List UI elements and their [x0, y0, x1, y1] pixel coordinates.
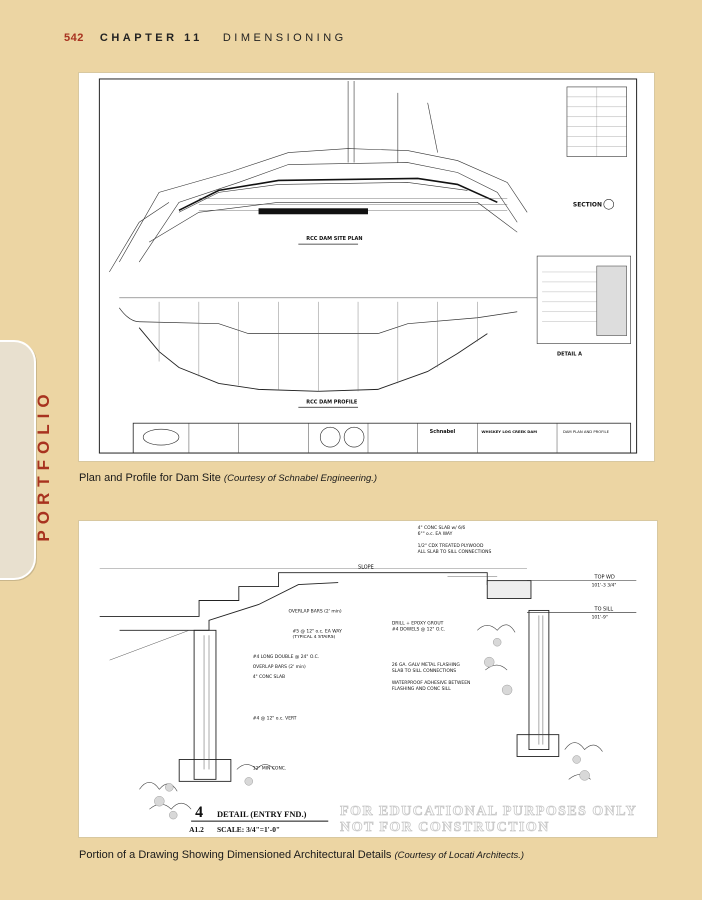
- figure1-credit: (Courtesy of Schnabel Engineering.): [223, 473, 378, 484]
- figure2-credit: (Courtesy of Locati Architects.): [394, 850, 525, 861]
- running-header: [64, 32, 347, 44]
- firm-name: Schnabel: [429, 429, 456, 436]
- figure2-caption-text: Portion of a Drawing Showing Dimensioned Architectural Details: [79, 849, 392, 861]
- note-conc-slab-2: 6"" o.c. EA WAY: [417, 531, 453, 537]
- chapter-label: CHAPTER 11: [99, 32, 203, 44]
- detail-title: DETAIL (ENTRY FND.): [216, 809, 307, 820]
- note-min-conc: 12" MIN CONC.: [252, 766, 287, 772]
- top-wall-label: TOP WD: [594, 574, 615, 581]
- top-sill-label: TO SILL: [594, 606, 614, 613]
- detail-label: DETAIL A: [557, 351, 582, 358]
- detail-scale: SCALE: 3/4"=1'-0": [216, 825, 281, 835]
- title-block-name: DAM PLAN AND PROFILE: [562, 429, 609, 435]
- educational-stamp-line2: NOT FOR CONSTRUCTION: [340, 820, 550, 836]
- portfolio-side-tab: [0, 340, 36, 580]
- top-wall-elevation: 101'-3 3/4": [591, 583, 617, 589]
- architectural-detail-drawing: [79, 521, 657, 837]
- profile-title: RCC DAM PROFILE: [306, 399, 358, 406]
- note-long-double: #4 LONG DOUBLE @ 24" O.C.: [252, 655, 320, 661]
- page-number: 542: [64, 32, 84, 44]
- note-dowels: #4 DOWELS @ 12" O.C.: [391, 627, 446, 633]
- sheet-number: A1.2: [189, 825, 204, 835]
- dam-plan-drawing: [79, 73, 654, 461]
- figure1-caption-text: Plan and Profile for Dam Site: [79, 472, 221, 484]
- chapter-title: DIMENSIONING: [222, 32, 347, 44]
- top-sill-elevation: 101'-9": [591, 615, 608, 621]
- project-name: WHISKEY LOG CREEK DAM: [481, 429, 538, 435]
- architectural-detail-figure: [78, 520, 658, 838]
- note-overlap-bars-2: OVERLAP BARS (2' min): [252, 665, 306, 671]
- note-vert-rebar: #4 @ 12" o.c. VERT: [252, 716, 297, 722]
- note-conc-slab-4in: 4" CONC SLAB: [252, 675, 286, 681]
- detail-number: 4: [195, 804, 204, 822]
- note-plywood-2: ALL SLAB TO SILL CONNECTIONS: [417, 549, 492, 555]
- note-conc-slab: 4" CONC SLAB w/ 6/6: [417, 525, 466, 531]
- note-rebar-each-way: #5 @ 12" o.c. EA WAY: [292, 629, 342, 635]
- note-plywood: 1/2" CDX TREATED PLYWOOD: [417, 543, 484, 549]
- note-overlap-bars: OVERLAP BARS (2' min): [288, 609, 342, 615]
- note-waterproof: WATERPROOF ADHESIVE BETWEEN: [391, 680, 471, 686]
- educational-stamp-line1: FOR EDUCATIONAL PURPOSES ONLY: [340, 804, 638, 820]
- note-drill-epoxy: DRILL + EPOXY GROUT: [391, 621, 444, 627]
- plan-title: RCC DAM SITE PLAN: [306, 236, 363, 243]
- note-waterproof-2: FLASHING AND CONC SILL: [391, 686, 451, 692]
- slope-label: SLOPE: [358, 564, 374, 571]
- note-typical-stairs: (TYPICAL 4 STAIRS): [292, 635, 336, 641]
- section-label: SECTION: [572, 201, 602, 209]
- figure1-caption: [79, 472, 377, 484]
- portfolio-tab-label: PORTFOLIO: [34, 388, 53, 542]
- note-metal-flashing-2: SLAB TO SILL CONNECTIONS: [391, 669, 457, 675]
- dam-plan-figure: [78, 72, 655, 462]
- figure2-caption: [79, 849, 524, 861]
- note-metal-flashing: 26 GA. GALV METAL FLASHING: [391, 663, 460, 669]
